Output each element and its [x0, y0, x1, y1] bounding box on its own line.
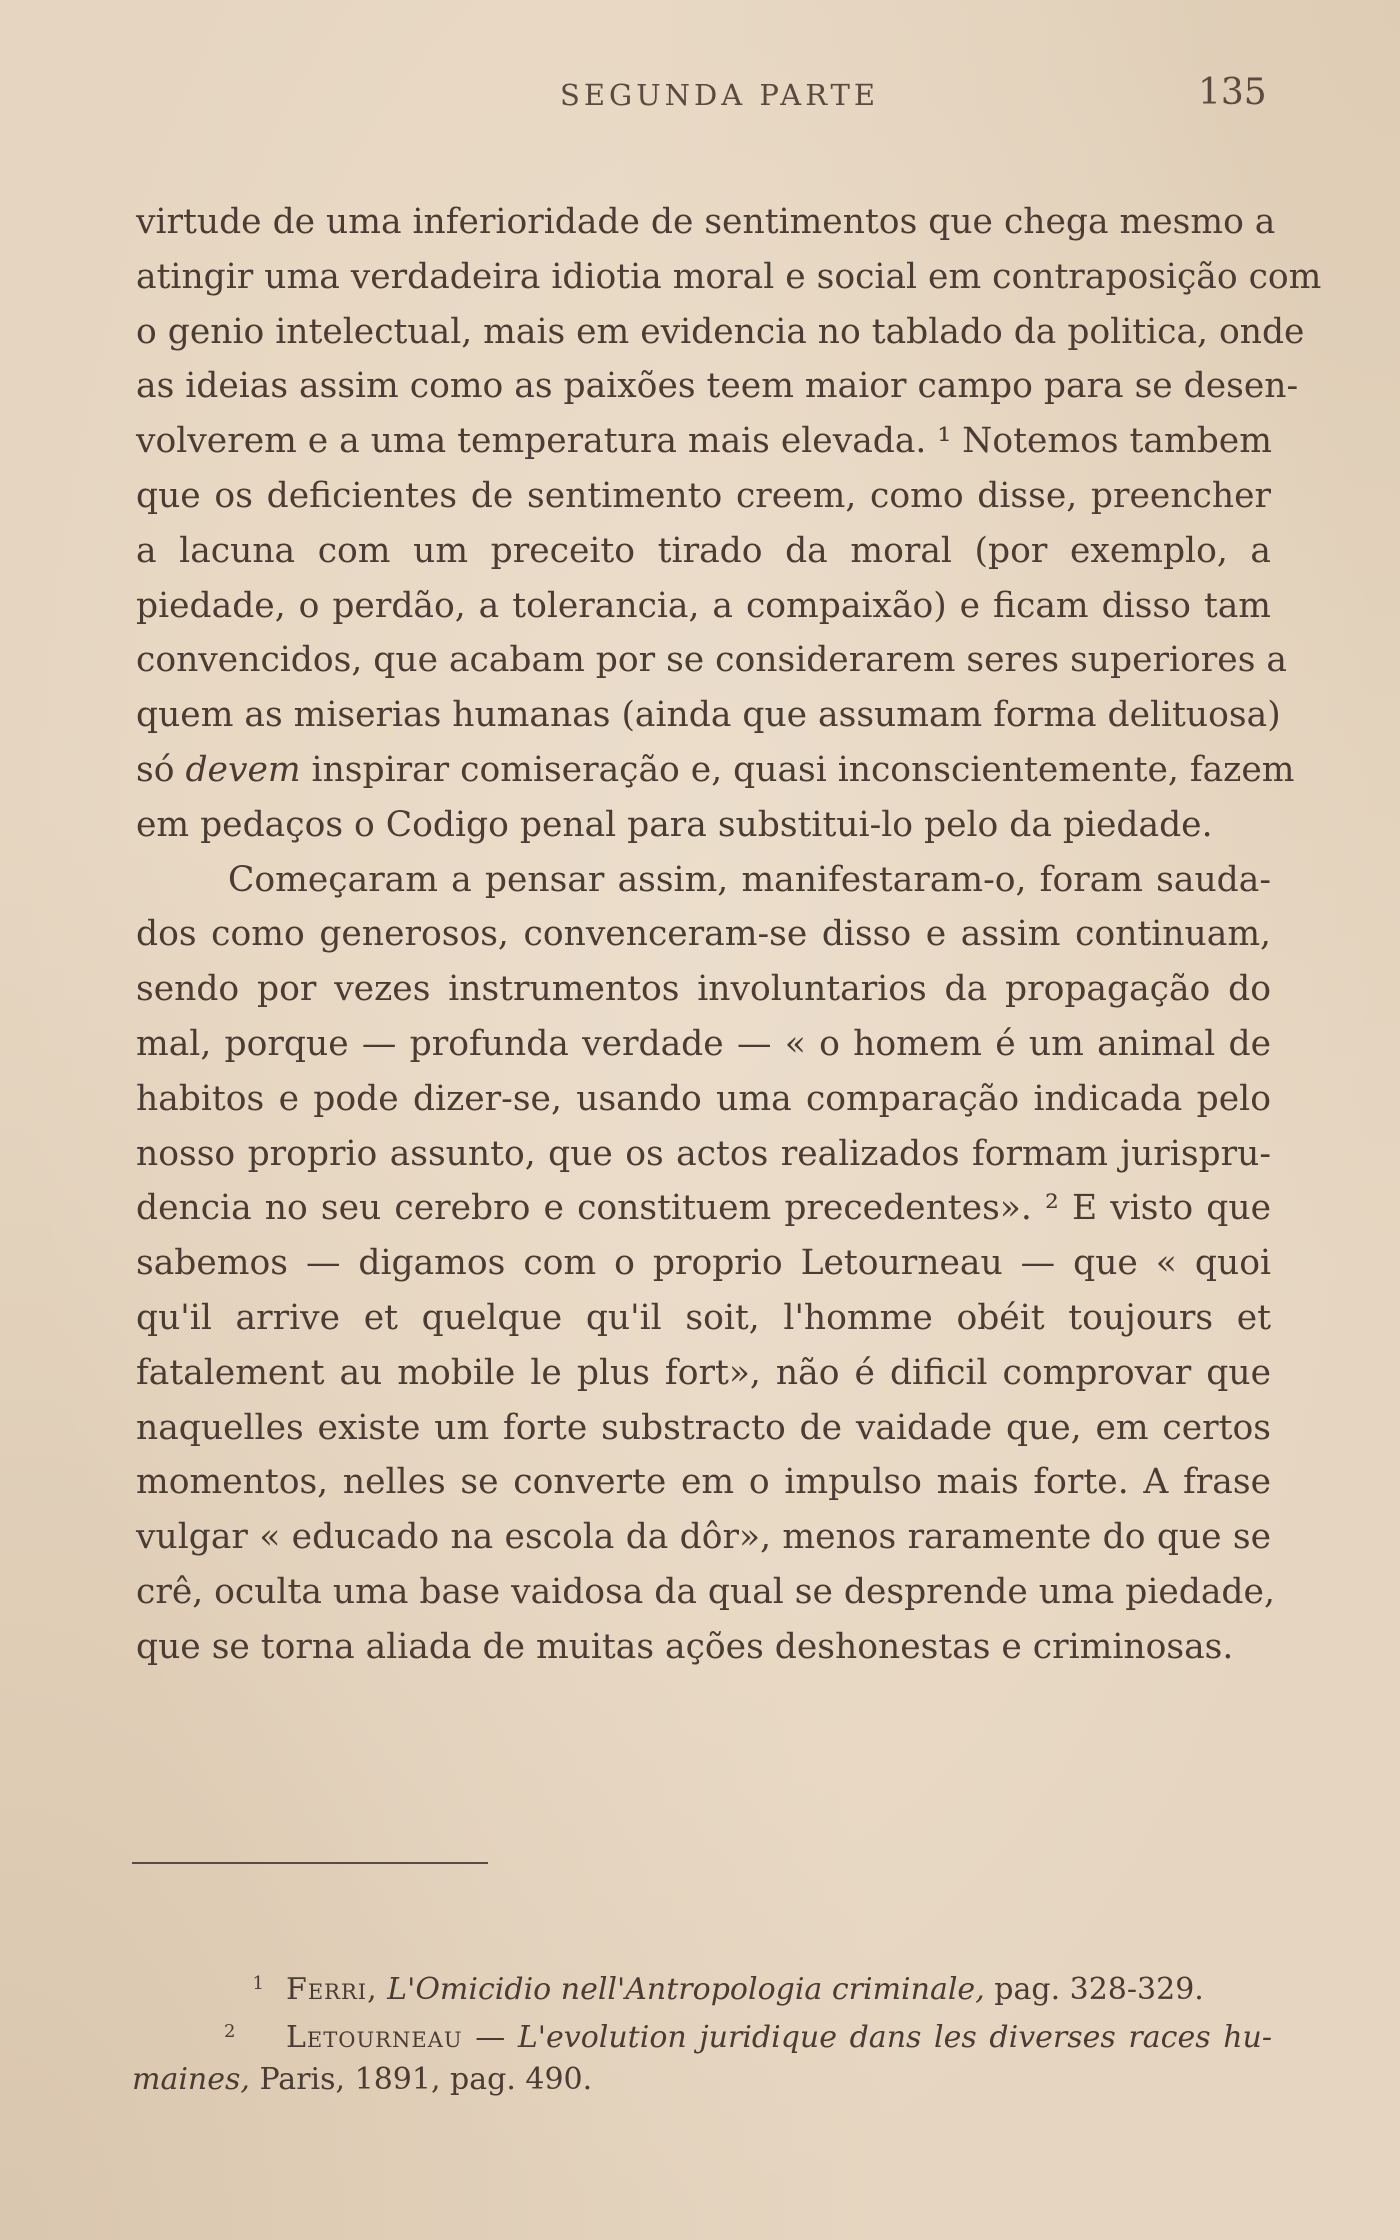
text-line-paragraph-end: em pedaços o Codigo penal para substitui-lo pelo da piedade. [136, 804, 1213, 845]
text-line: habitos e pode dizer-se, usando uma comparação indicada pelo [136, 1078, 1271, 1119]
body-text [136, 195, 1322, 1675]
text-line: que os deficientes de sentimento creem, como disse, preencher [136, 475, 1271, 516]
footnote-reference: pag. 328-329. [984, 1972, 1204, 2007]
text-line: dencia no seu cerebro e constituem precedentes». ² E visto que [136, 1188, 1271, 1229]
text-line: qu'il arrive et quelque qu'il soit, l'homme obéit toujours et [136, 1297, 1271, 1338]
footnote-rule [132, 1862, 488, 1864]
footnote-marker: 2 [224, 2021, 236, 2042]
footnote-1 [132, 1960, 1272, 2008]
footnote-title: L'evolution juridique dans les diverses races hu- [517, 2020, 1272, 2055]
running-head [0, 72, 1400, 118]
text-line: momentos, nelles se converte em o impulso mais forte. A frase [136, 1462, 1271, 1503]
text-line: naquelles existe um forte substracto de vaidade que, em certos [136, 1407, 1271, 1448]
footnote-author: Ferri, [286, 1972, 378, 2007]
running-title: SEGUNDA PARTE [560, 78, 880, 112]
text-line: virtude de uma inferioridade de sentimentos que chega mesmo a [136, 202, 1276, 242]
text-line: vulgar « educado na escola da dôr», menos raramente do que se [136, 1517, 1271, 1558]
footnote-reference: Paris, 1891, pag. 490. [249, 2062, 593, 2097]
text-line: as ideias assim como as paixões teem maior campo para se desen- [136, 366, 1299, 407]
text-segment: inspirar comiseração e, quasi inconscientemente, fazem [300, 749, 1295, 790]
text-line: fatalement au mobile le plus fort», não é dificil comprovar que [136, 1352, 1271, 1393]
text-line-paragraph-start: Começaram a pensar assim, manifestaram-o, foram sauda- [228, 859, 1271, 900]
text-line: convencidos, que acabam por se considerarem seres superiores a [136, 640, 1287, 681]
text-line: dos como generosos, convenceram-se disso e assim continuam, [136, 914, 1271, 955]
text-segment: só [136, 749, 186, 790]
text-line-paragraph-end: que se torna aliada de muitas ações deshonestas e criminosas. [136, 1626, 1234, 1667]
footnote-marker: 1 [252, 1973, 264, 1994]
text-line: crê, oculta uma base vaidosa da qual se desprende uma piedade, [136, 1571, 1275, 1612]
footnote-title: L'Omicidio nell'Antropologia criminale, [387, 1972, 985, 2007]
footnotes [132, 1960, 1272, 2104]
text-line: sendo por vezes instrumentos involuntarios da propagação do [136, 969, 1271, 1010]
emphasized-word: devem [185, 749, 301, 790]
text-line: mal, porque — profunda verdade — « o homem é um animal de [136, 1023, 1271, 1064]
footnote-title-continued: maines, [132, 2062, 250, 2097]
text-line: atingir uma verdadeira idiotia moral e social em contraposição com [136, 256, 1322, 297]
footnote-author: Letourneau [286, 2020, 463, 2055]
footnote-2 [132, 2008, 1272, 2056]
text-line: a lacuna com um preceito tirado da moral (por exemplo, a [136, 530, 1271, 571]
text-line: volverem e a uma temperatura mais elevada. ¹ Notemos tambem [136, 421, 1272, 462]
text-line: o genio intelectual, mais em evidencia no tablado da politica, onde [136, 311, 1305, 352]
text-line-with-emphasis [136, 743, 1295, 798]
text-line: sabemos — digamos com o proprio Letourneau — que « quoi [136, 1243, 1271, 1284]
page-number: 135 [1198, 72, 1267, 113]
text-line: quem as miserias humanas (ainda que assumam forma delituosa) [136, 695, 1281, 736]
text-line: nosso proprio assunto, que os actos realizados formam jurispru- [136, 1133, 1271, 1174]
footnote-2-continued [132, 2056, 1272, 2104]
footnote-dash: — [462, 2020, 518, 2055]
text-line: piedade, o perdão, a tolerancia, a compaixão) e ficam disso tam [136, 585, 1271, 626]
